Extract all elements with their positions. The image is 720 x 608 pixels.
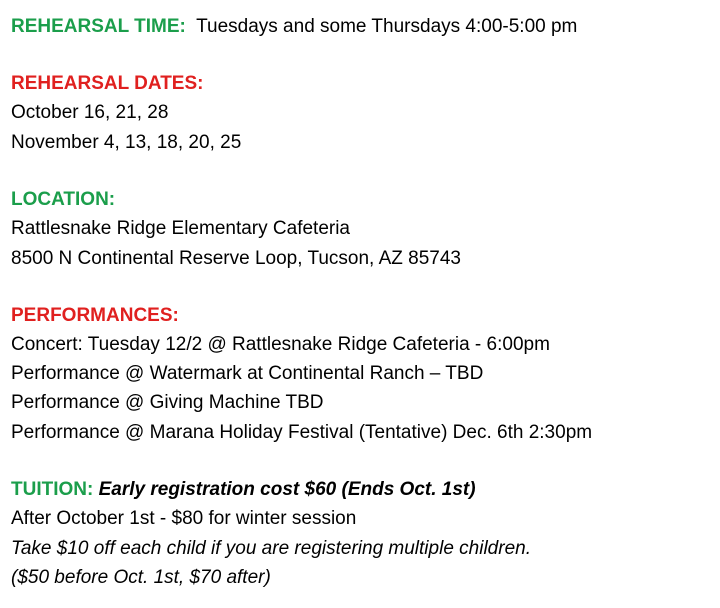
- performance-line-2: Performance @ Watermark at Continental Ranch – TBD: [11, 363, 484, 384]
- performance-line-4: Performance @ Marana Holiday Festival (Tentative) Dec. 6th 2:30pm: [11, 422, 593, 443]
- performances-label: PERFORMANCES:: [11, 305, 179, 326]
- location-line-1: Rattlesnake Ridge Elementary Cafeteria: [11, 218, 351, 239]
- location-label: LOCATION:: [11, 189, 116, 210]
- rehearsal-dates-line-1: October 16, 21, 28: [11, 102, 169, 123]
- tuition-early-registration: Early registration cost $60 (Ends Oct. 1st): [98, 479, 476, 500]
- performance-line-1: Concert: Tuesday 12/2 @ Rattlesnake Ridge Cafeteria - 6:00pm: [11, 334, 550, 355]
- tuition-label: TUITION:: [11, 479, 94, 500]
- tuition-discount-line: Take $10 off each child if you are registering multiple children.: [11, 538, 531, 559]
- tuition-line: [11, 478, 476, 502]
- rehearsal-time-line: [11, 15, 577, 39]
- tuition-discount-detail: ($50 before Oct. 1st, $70 after): [11, 567, 271, 588]
- location-line-2: 8500 N Continental Reserve Loop, Tucson, AZ 85743: [11, 248, 461, 269]
- rehearsal-dates-label: REHEARSAL DATES:: [11, 73, 204, 94]
- performance-line-3: Performance @ Giving Machine TBD: [11, 392, 324, 413]
- tuition-after-line: After October 1st - $80 for winter session: [11, 508, 357, 529]
- rehearsal-time-value: Tuesdays and some Thursdays 4:00-5:00 pm: [196, 16, 578, 37]
- rehearsal-dates-line-2: November 4, 13, 18, 20, 25: [11, 132, 242, 153]
- rehearsal-time-label: REHEARSAL TIME:: [11, 16, 186, 37]
